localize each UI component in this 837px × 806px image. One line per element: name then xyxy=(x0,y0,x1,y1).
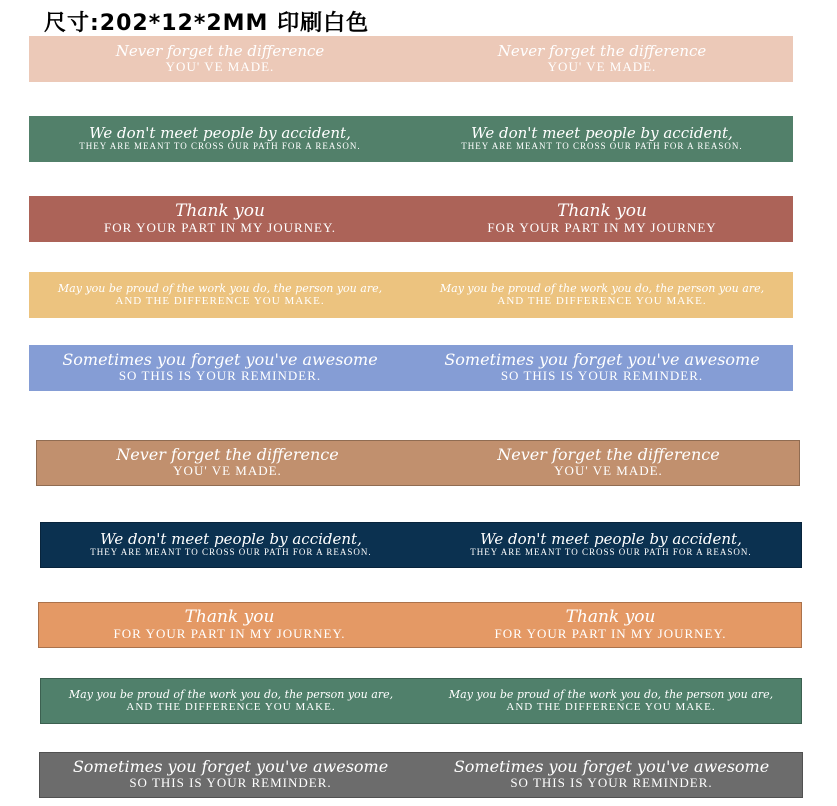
script-line: May you be proud of the work you do, the person you are, xyxy=(57,282,383,296)
strip-message-left xyxy=(37,447,418,478)
script-line: Thank you xyxy=(557,200,647,221)
script-line: Sometimes you forget you've awesome xyxy=(62,350,378,370)
sticker-strip xyxy=(40,678,802,724)
caps-line: YOU' VE MADE. xyxy=(547,58,657,74)
caps-line: YOU' VE MADE. xyxy=(173,463,282,479)
strip-message-right xyxy=(421,532,801,558)
strip-message-left xyxy=(40,759,421,790)
sticker-strip xyxy=(40,522,802,568)
caps-line: YOU' VE MADE. xyxy=(165,58,275,74)
strip-message-right xyxy=(411,41,793,74)
script-line: Thank you xyxy=(184,606,275,627)
strip-message-right xyxy=(411,352,793,383)
script-line: Never forget the difference xyxy=(497,41,707,60)
caps-line: FOR YOUR PART IN MY JOURNEY. xyxy=(494,625,727,641)
caps-line: FOR YOUR PART IN MY JOURNEY xyxy=(487,219,717,235)
strip-message-left xyxy=(29,41,411,74)
caps-line: FOR YOUR PART IN MY JOURNEY. xyxy=(104,219,336,235)
caps-line: THEY ARE MEANT TO CROSS OUR PATH FOR A REASON. xyxy=(461,140,743,151)
sticker-strip xyxy=(36,440,800,486)
script-line: May you be proud of the work you do, the person you are, xyxy=(68,688,394,702)
strip-message-left xyxy=(29,200,411,235)
caps-line: THEY ARE MEANT TO CROSS OUR PATH FOR A REASON. xyxy=(90,546,372,557)
script-line: We don't meet people by accident, xyxy=(471,124,733,143)
caps-line: AND THE DIFFERENCE YOU MAKE. xyxy=(497,294,707,307)
caps-line: YOU' VE MADE. xyxy=(554,463,663,479)
strip-message-right xyxy=(421,759,802,790)
sticker-strip xyxy=(29,196,793,242)
sticker-strip xyxy=(29,345,793,391)
strip-message-right xyxy=(420,606,801,641)
script-line: We don't meet people by accident, xyxy=(480,530,742,549)
sticker-strip xyxy=(29,36,793,82)
caps-line: THEY ARE MEANT TO CROSS OUR PATH FOR A REASON. xyxy=(470,546,752,557)
caps-line: SO THIS IS YOUR REMINDER. xyxy=(129,775,332,791)
sticker-strip xyxy=(29,272,793,318)
caps-line: SO THIS IS YOUR REMINDER. xyxy=(510,775,713,791)
script-line: Sometimes you forget you've awesome xyxy=(72,757,389,777)
sticker-strip xyxy=(38,602,802,648)
caps-line: SO THIS IS YOUR REMINDER. xyxy=(500,368,704,384)
caps-line: FOR YOUR PART IN MY JOURNEY. xyxy=(113,625,346,641)
strip-message-left xyxy=(29,283,411,307)
caps-line: AND THE DIFFERENCE YOU MAKE. xyxy=(115,294,325,307)
strip-message-right xyxy=(418,447,799,478)
strip-message-left xyxy=(41,532,421,558)
strip-message-right xyxy=(421,689,801,713)
script-line: Sometimes you forget you've awesome xyxy=(444,350,760,370)
script-line: May you be proud of the work you do, the person you are, xyxy=(439,282,765,296)
script-line: Thank you xyxy=(565,606,656,627)
caps-line: AND THE DIFFERENCE YOU MAKE. xyxy=(506,700,716,713)
script-line: Thank you xyxy=(175,200,265,221)
script-line: Never forget the difference xyxy=(115,41,325,60)
caps-line: AND THE DIFFERENCE YOU MAKE. xyxy=(126,700,336,713)
strip-message-left xyxy=(39,606,420,641)
strip-message-right xyxy=(411,200,793,235)
sticker-strip xyxy=(39,752,803,798)
script-line: We don't meet people by accident, xyxy=(89,124,351,143)
strip-message-right xyxy=(411,126,793,152)
strip-message-left xyxy=(41,689,421,713)
sticker-strip xyxy=(29,116,793,162)
script-line: Never forget the difference xyxy=(497,445,720,465)
script-line: Never forget the difference xyxy=(116,445,339,465)
script-line: We don't meet people by accident, xyxy=(100,530,362,549)
script-line: Sometimes you forget you've awesome xyxy=(453,757,770,777)
strip-message-right xyxy=(411,283,793,307)
strip-message-left xyxy=(29,126,411,152)
strip-message-left xyxy=(29,352,411,383)
caps-line: THEY ARE MEANT TO CROSS OUR PATH FOR A REASON. xyxy=(79,140,361,151)
script-line: May you be proud of the work you do, the person you are, xyxy=(448,688,774,702)
caps-line: SO THIS IS YOUR REMINDER. xyxy=(118,368,322,384)
page-title: 尺寸:202*12*2MM 印刷白色 xyxy=(44,11,370,36)
